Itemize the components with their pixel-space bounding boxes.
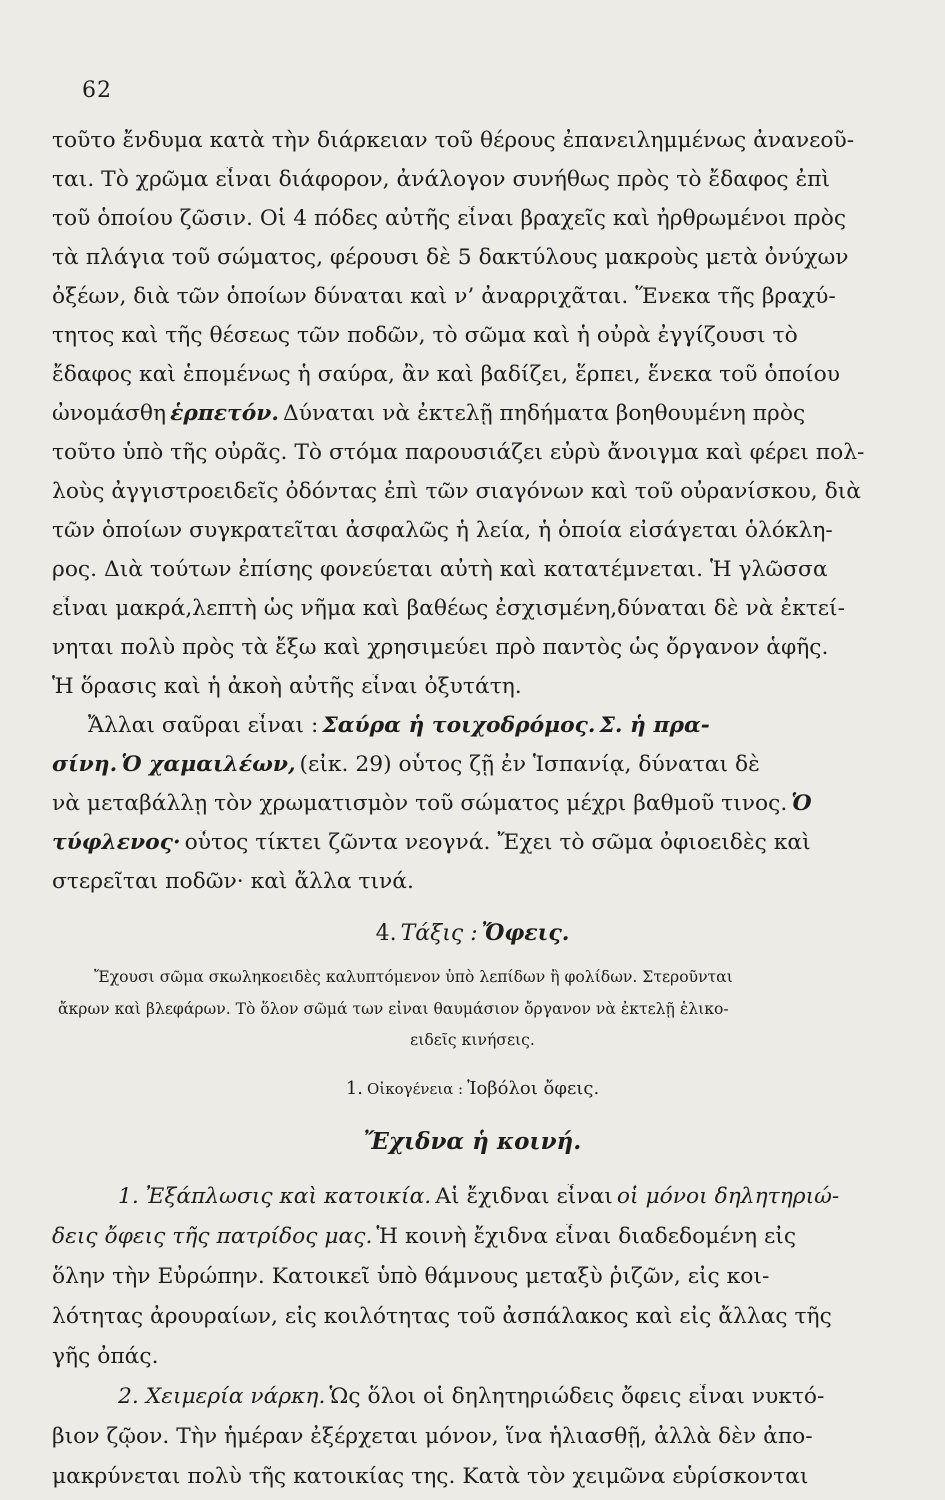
bold-term: Ὁ χαμαιλέων, xyxy=(121,752,296,777)
text-line: γῆς ὀπάς. xyxy=(52,1344,159,1369)
text-line xyxy=(118,1384,910,1409)
text-span: οὗτος τίκτει ζῶντα νεογνά. Ἔχει τὸ σῶμα ὀφιοειδὲς καὶ xyxy=(184,830,811,855)
text-span: Ἡ κοινὴ ἔχιδνα εἶναι διαδεδομένη εἰς xyxy=(376,1224,797,1249)
text-line xyxy=(52,752,910,777)
text-line: λότητας ἀρουραίων, εἰς κοιλότητας τοῦ ἀσπάλακος καὶ εἰς ἄλλας τῆς xyxy=(52,1304,832,1329)
text-line: τοῦτο ἔνδυμα κατὰ τὴν διάρκειαν τοῦ θέρους ἐπανειλημμένως ἀνανεοῦ- xyxy=(52,128,855,153)
heading-number: 4. xyxy=(375,921,397,946)
text-line: βιον ζῷον. Τὴν ἡμέραν ἐξέρχεται μόνον, ἵνα ἡλιασθῇ, ἀλλὰ δὲν ἀπο- xyxy=(52,1424,813,1449)
text-line: τὰ πλάγια τοῦ σώματος, φέρουσι δὲ 5 δακτύλους μακροὺς μετὰ ὀνύχων xyxy=(52,245,849,270)
text-line: Ἡ ὅρασις καὶ ἡ ἀκοὴ αὐτῆς εἶναι ὀξυτάτη. xyxy=(52,674,522,699)
heading-label: Οἰκογένεια : xyxy=(367,1080,464,1098)
text-span: Αἱ ἔχιδναι εἶναι xyxy=(435,1184,613,1209)
text-line xyxy=(52,401,910,426)
text-line: τῶν ὁποίων συγκρατεῖται ἀσφαλῶς ἡ λεία, ἡ ὁποία εἰσάγεται ὁλόκλη- xyxy=(52,518,833,543)
text-line xyxy=(118,1184,910,1209)
bold-term: σίνη. xyxy=(52,752,118,777)
text-line: ρος. Διὰ τούτων ἐπίσης φονεύεται αὐτὴ καὶ κατατέμνεται. Ἡ γλῶσσα xyxy=(52,557,828,582)
heading-label: Τάξις : xyxy=(400,921,478,946)
small-text-line: ἄκρων καὶ βλεφάρων. Τὸ ὅλον σῶμά των εἶναι θαυμάσιον ὄργανον νὰ ἐκτελῇ ἑλικο- xyxy=(58,1000,729,1018)
text-line: τοῦτο ὑπὸ τῆς οὐρᾶς. Τὸ στόμα παρουσιάζει εὐρὺ ἄνοιγμα καὶ φέρει πολ- xyxy=(52,440,865,465)
bold-term: τύφλενος· xyxy=(52,830,181,855)
bold-term: Σαύρα ἡ τοιχοδρόμος. xyxy=(322,713,596,738)
text-line xyxy=(52,1224,910,1249)
text-line: στερεῖται ποδῶν· καὶ ἄλλα τινά. xyxy=(52,869,414,894)
page-number: 62 xyxy=(82,78,112,103)
heading-name: Ὄφεις. xyxy=(481,920,570,946)
heading-number: 1. xyxy=(345,1078,364,1099)
text-line xyxy=(52,791,910,816)
emphasis-span: οἱ μόνοι δηλητηριώ- xyxy=(616,1184,840,1209)
family-heading xyxy=(0,1078,945,1099)
text-line: τητος καὶ τῆς θέσεως τῶν ποδῶν, τὸ σῶμα καὶ ἡ οὐρὰ ἐγγίζουσι τὸ xyxy=(52,323,798,348)
text-line: εἶναι μακρά,λεπτὴ ὡς νῆμα καὶ βαθέως ἐσχισμένη,δύναται δὲ νὰ ἐκτεί- xyxy=(52,596,845,621)
text-span: (εἰκ. 29) οὗτος ζῇ ἐν Ἱσπανίᾳ, δύναται δὲ xyxy=(299,752,760,777)
bold-term: Σ. ἡ πρα- xyxy=(599,713,710,738)
text-line: νηται πολὺ πρὸς τὰ ἔξω καὶ χρησιμεύει πρὸ παντὸς ὡς ὄργανον ἁφῆς. xyxy=(52,635,829,660)
order-heading xyxy=(0,920,945,946)
small-text-line: ειδεῖς κινήσεις. xyxy=(410,1031,535,1049)
bold-term: ἑρπετόν. xyxy=(170,401,279,426)
text-line: ὅλην τὴν Εὐρώπην. Κατοικεῖ ὑπὸ θάμνους μεταξὺ ῥιζῶν, εἰς κοι- xyxy=(52,1264,770,1289)
text-line: μακρύνεται πολὺ τῆς κατοικίας της. Κατὰ τὸν χειμῶνα εὑρίσκονται xyxy=(52,1464,809,1489)
species-heading: Ἔχιδνα ἡ κοινή. xyxy=(363,1128,582,1155)
text-line: ται. Τὸ χρῶμα εἶναι διάφορον, ἀνάλογον συνήθως πρὸς τὸ ἔδαφος ἐπὶ xyxy=(52,167,831,192)
text-span: Δύναται νὰ ἐκτελῇ πηδήματα βοηθουμένη πρὸς xyxy=(282,401,806,426)
section-label: 1. Ἐξάπλωσις καὶ κατοικία. xyxy=(118,1184,432,1209)
text-span: ὠνομάσθη xyxy=(52,401,167,426)
text-line: λοὺς ἀγγιστροειδεῖς ὀδόντας ἐπὶ τῶν σιαγόνων καὶ τοῦ οὐρανίσκου, διὰ xyxy=(52,479,861,504)
heading-name: Ἰοβόλοι ὄφεις. xyxy=(467,1078,600,1099)
emphasis-span: δεις ὄφεις τῆς πατρίδος μας. xyxy=(52,1224,373,1249)
text-line: ὀξέων, διὰ τῶν ὁποίων δύναται καὶ ν’ ἀναρριχᾶται. Ἕνεκα τῆς βραχύ- xyxy=(52,284,836,309)
text-line xyxy=(52,830,910,855)
small-text-line: Ἔχουσι σῶμα σκωληκοειδὲς καλυπτόμενον ὑπὸ λεπίδων ἢ φολίδων. Στεροῦνται xyxy=(94,968,733,986)
text-span: Ὡς ὅλοι οἱ δηλητηριώδεις ὄφεις εἶναι νυκτό- xyxy=(329,1384,825,1409)
text-line: ἔδαφος καὶ ἑπομένως ἡ σαύρα, ἂν καὶ βαδίζει, ἕρπει, ἕνεκα τοῦ ὁποίου xyxy=(52,362,840,387)
text-line: τοῦ ὁποίου ζῶσιν. Οἱ 4 πόδες αὐτῆς εἶναι βραχεῖς καὶ ἠρθρωμένοι πρὸς xyxy=(52,206,847,231)
text-span: Ἄλλαι σαῦραι εἶναι : xyxy=(88,713,319,738)
text-line xyxy=(88,713,910,738)
bold-term: Ὁ xyxy=(791,791,812,816)
text-span: νὰ μεταβάλλῃ τὸν χρωματισμὸν τοῦ σώματος μέχρι βαθμοῦ τινος. xyxy=(52,791,788,816)
section-label: 2. Χειμερία νάρκη. xyxy=(118,1384,326,1409)
